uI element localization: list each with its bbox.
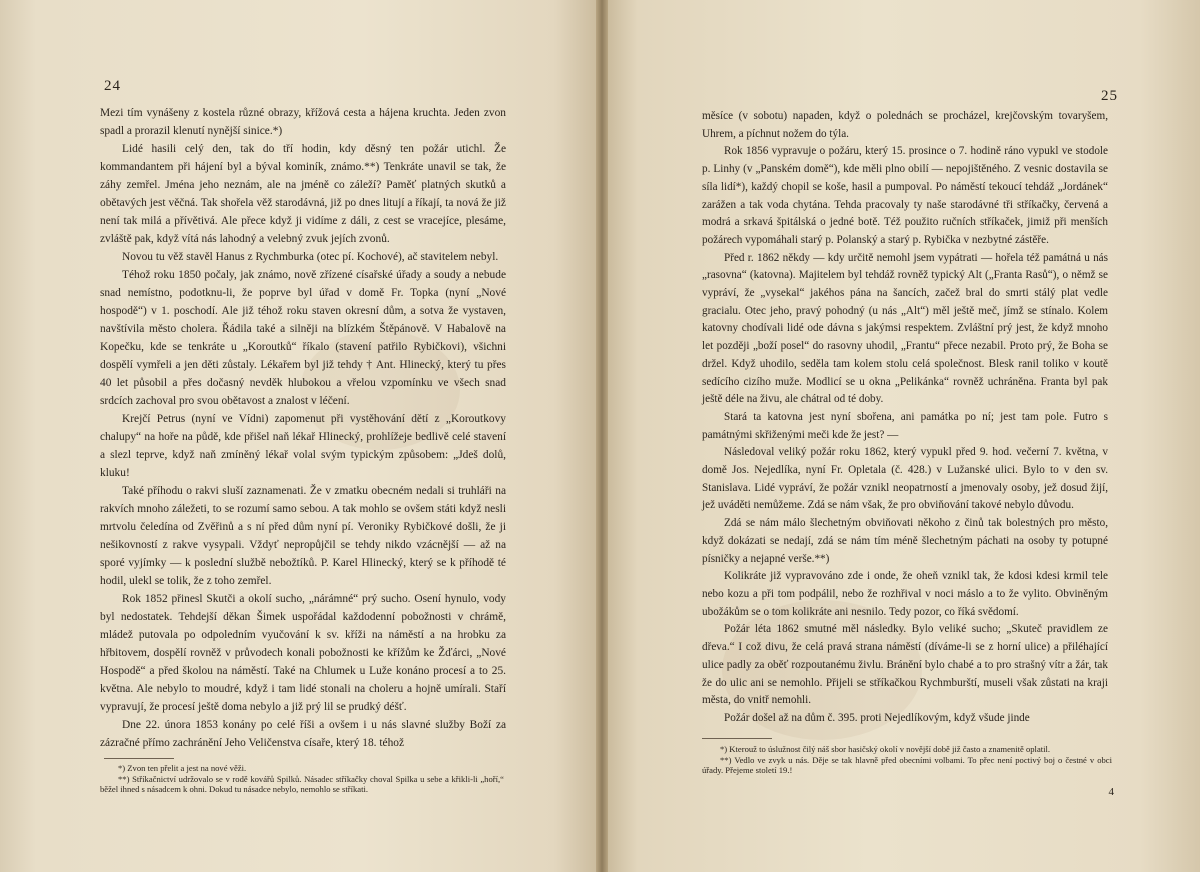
footnote: *) Kterouž to úslužnost čilý náš sbor hasičský okolí v novější době již často a znamenitě oplatil. <box>720 744 1051 754</box>
footnote: **) Vedlo ve zvyk u nás. Děje se tak hlavně před obecními volbami. To přec není poctivý boj o čestné v obci úřady. Přejeme století 19.! <box>702 754 1112 775</box>
page-number-right: 25 <box>1101 88 1118 104</box>
page-number-left: 24 <box>104 78 121 94</box>
right-body-text <box>702 108 1108 728</box>
paragraph: Rok 1856 vypravuje o požáru, který 15. prosince o 7. hodině ráno vypukl ve stodole p. Linhy (v „Panském domě“), kde měli plno obilí — nepojištěného. Z vesnic dostavila se síla lidí*), každý chopil se koše, hasil a pumpoval. Po náměstí tekoucí tehdáž „Jordánek“ zarážen a tak voda chytána. Tehda pracovaly ty naše starodávné tři stříkačky, červená a modrá a srkavá špitálská o jedné botě. Též použito ručních stříkaček, jimiž při menších požárech vypomáhali starý p. Polanský a starý p. Rybička v nezbytné zástěře. <box>702 145 1108 246</box>
footnote-rule <box>104 758 174 759</box>
paragraph: Mezi tím vynášeny z kostela různé obrazy, křížová cesta a hájena kruchta. Jeden zvon spadl a prorazil klenutí nynější sinice.*) <box>100 107 506 137</box>
paragraph: Požár došel až na dům č. 395. proti Nejedlíkovým, když všude jinde <box>724 711 1030 724</box>
footnote: **) Stříkačnictví udržovalo se v rodě kovářů Spilků. Násadec stříkačky choval Spilka u sebe a křikli-li „hoří,“ běžel ihned s násadcem k ohni. Dokud tu násadce nebylo, nemohlo se stříkati. <box>100 773 504 794</box>
footnote: *) Zvon ten přelit a jest na nové věži. <box>118 763 247 773</box>
footnote-rule <box>702 738 772 739</box>
paragraph: Před r. 1862 někdy — kdy určitě nemohl jsem vypátrati — hořela též památná u nás „rasovna“ (katovna). Majitelem byl tehdáž rovněž typický Alt („Franta Rasů“), o němž se vypráví, že „vysekal“ jakéhos pána na šancích, začež bral do smrti stálý plat vedle gracialu. Otec jeho, pravý pohodný (u nás „Alt“) měl ještě meč, jímž se stínalo. Kolem katovny chodívali lidé ode dávna s jakýmsi respektem. Zvláštní prý jest, že když mnoho let později „boží posel“ do rasovny uhodil, „Frantu“ přece nezabil. Proto prý, že Boha se držel. Když uhodilo, seděla tam kolem stolu celá společnost. Blesk ranil toliko v koutě sedícího cizího muže. Modlicí se u okna „Pelikánka“ rovněž uchráněna. Franta byl pak ještě déle na živu, ale chátral od té doby. <box>702 251 1108 406</box>
paragraph: Zdá se nám málo šlechetným obviňovati někoho z činů tak bolestných pro město, když dokázati se nedají, zdá se nám tím méně šlechetným páchati na osoby ty potupné písničky a nejapné verše.**) <box>702 517 1108 565</box>
paragraph: Také příhodu o rakvi sluší zaznamenati. Že v zmatku obecném nedali si truhláři na rakvích mnoho záležeti, to se rozumí samo sebou. A tak mohlo se ovšem státi když nesli mrtvolu čeledína od Zvěřinů a s ní před dům nyní pí. Veroniky Rybičkové došli, že ji nešikovností z rakve vysypali. Vždyť nepropůjčil se tehdy nikdo vzácnější — až na sporé vyjímky — k poslední službě nebožtíků. P. Karel Hlinecký, který se k příhodě té hodil, ulekl se tolik, že z toho zemřel. <box>100 485 506 587</box>
paragraph: měsíce (v sobotu) napaden, když o polednách se procházel, krejčovským tovaryšem, Uhrem, a píchnut nožem do týla. <box>702 110 1108 140</box>
book-gutter <box>596 0 608 872</box>
right-footnotes <box>702 744 1112 776</box>
right-page <box>602 0 1200 872</box>
paragraph: Stará ta katovna jest nyní sbořena, ani památka po ní; jest tam pole. Futro s památnými skřiženými meči kde že jest? — <box>702 410 1108 441</box>
paragraph: Krejčí Petrus (nyní ve Vídni) zapomenut při vystěhování dětí z „Koroutkovy chalupy“ na hoře na půdě, kde přišel naň lékař Hlinecký, prohlížeje bedlivě celé stavení a slezl teprve, když naň zmíněný lékař volal svým typickým způsobem: „Jdeš dolů, kluku! <box>100 413 506 479</box>
paragraph: Novou tu věž stavěl Hanus z Rychmburka (otec pí. Kochové), ač stavitelem nebyl. <box>122 251 499 263</box>
signature-mark: 4 <box>1108 786 1114 798</box>
paragraph: Kolikráte již vypravováno zde i onde, že oheň vznikl tak, že kdosi kdesi krmil tele nebo kozu a při tom podpálil, nebo že rozhřival v noci máslo a to že vylito. Obviněným ubožákům se o tom kolikráte ani nesnilo. Tedy pozor, co říká svědomí. <box>702 570 1108 618</box>
paragraph: Dne 22. února 1853 konány po celé říši a ovšem i u nás slavné služby Boží za zázračné přímo zachránění Jeho Veličenstva císaře, který 18. téhož <box>100 719 506 749</box>
left-footnotes <box>100 763 504 795</box>
paragraph: Požár léta 1862 smutné měl následky. Bylo veliké sucho; „Skuteč pravidlem ze dřeva.“ I což divu, že celá pravá strana náměstí (díváme-li se z horní ulice) a přiléhající ulice padly za oběť rozpoutanému živlu. Bránění bylo chabé a to pro strašný vítr a žár, tak že do ulic ani se nemohlo. Přijeli se stříkačkou Rychmburští, museli však zůstati na kraji města, do vnitř nemohli. <box>702 623 1108 707</box>
paragraph: Téhož roku 1850 počaly, jak známo, nově zřízené císařské úřady a soudy a nebude snad nemístno, podotknu-li, že poprve byl úřad v domě Fr. Topka (nyní „Nové hospodě“) v 1. poschodí. Ale již téhož roku staven okresní dům, a sotva že vystaven, navštívila město cholera. Řádila také a silněji na blízkém Štěpánově. V Habalově na Kopečku, kde se tenkráte u „Koroutků“ říkalo (stavení patřilo Rybičkovi), všichni dospělí vymřeli a jen děti zůstaly. Lékařem byl již tehdy † Ant. Hlinecký, který tu přes 40 let působil a přes dočasný nevděk hlubokou a vřelou vzpomínku ve všech snad srdcích zachoval pro svou obětavost a znalost v léčení. <box>100 269 506 407</box>
left-body-text <box>100 104 506 752</box>
paragraph: Následoval veliký požár roku 1862, který vypukl před 9. hod. večerní 7. května, v domě Jos. Nejedlíka, nyní Fr. Opletala (č. 428.) v Lužanské ulici. Bylo to v den sv. Stanislava. Lidé vypráví, že požár vznikl neopatrností a jmenovaly osoby, jež dosud žijí, jež uváděti nemůžeme. Zdá se nám však, že pro obviňování takové nebylo důvodu. <box>702 446 1108 512</box>
paragraph: Lidé hasili celý den, tak do tří hodin, kdy děsný ten požár utichl. Že kommandantem při hájení byl a býval kominík, známo.**) Tenkráte unavil se tak, že záhy zemřel. Jména jeho neznám, ale na jméně co záleží? Paměť platných skutků a obětavých jest věčná. Tak shořela věž starodávná, již po dnes litují a říkají, ta nová že již není tak milá a přívětivá. Ale přece když ji vidíme z dáli, z cest se vracejíce, plesáme, zvláště pak, když vítá nás lahodný a velebný zvuk jejích zvonů. <box>100 143 506 245</box>
paragraph: Rok 1852 přinesl Skutči a okolí sucho, „nárámné“ prý sucho. Osení hynulo, vody byl nedostatek. Tehdejší děkan Šimek uspořádal každodenní pobožnosti v chrámě, mládež putovala po odpoledním vyučování k sv. kříži na náměstí a na hrobku za hřbitovem, dospělí rovněž v průvodech konali pobožnosti ke křížům ke Žďárci, „Nové Hospodě“ a před školou na náměstí. Také na Chlumek u Luže konáno procesí a to 25. května. Ale nebylo to moudré, když i tam lidé stonali na choleru a hojně umírali. Staří vypravují, že procesí ještě doma nebylo a již prý lil se prudký déšť. <box>100 593 506 713</box>
